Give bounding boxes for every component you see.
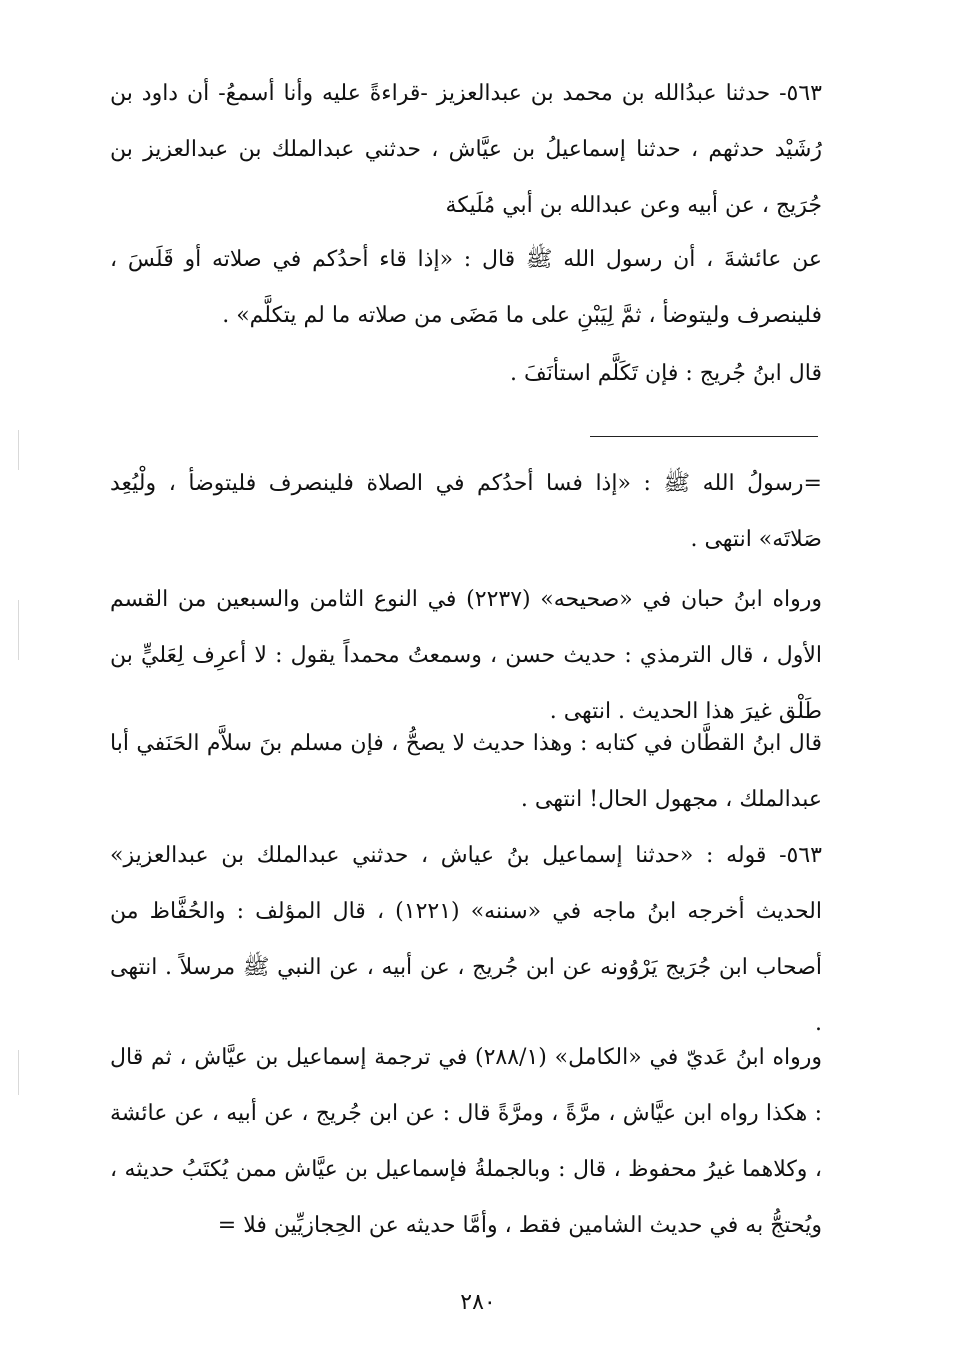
scan-edge-mark <box>18 430 19 470</box>
scan-edge-mark <box>18 1050 19 1095</box>
footnote-paragraph-563: ٥٦٣- قوله : «حدثنا إسماعيل بنُ عياش ، حدثني عبدالملك بن عبدالعزيز» الحديث أخرجه ابنُ ماجه في «سننه» (١٢٢١) ، قال المؤلف : والحُفَّاظ من أصحاب ابن جُرَيج يَرْوُونه عن ابن جُريج ، عن أبيه ، عن النبي ﷺ مرسلاً . انتهى . <box>110 843 822 1036</box>
hadith-isnad-paragraph: ٥٦٣- حدثنا عبدُالله بن محمد بن عبدالعزيز -قراءةً عليه وأنا أسمعُ- أن داود بن رُشَيْد حدثهم ، حدثنا إسماعيلُ بن عيَّاش ، حدثني عبدالملك بن عبدالعزيز بن جُرَيج ، عن أبيه وعن عبدالله بن أبي مُلَيكة <box>110 81 822 218</box>
footnote-paragraph-ibn-adi: ورواه ابنُ عَديّ في «الكامل» (٢٨٨/١) في ترجمة إسماعيل بن عيَّاش ، ثم قال : هكذا رواه ابن عيَّاش ، مرَّةً ، ومرَّةً قال : عن ابن جُريج ، عن أبيه ، عن عائشة ، وكلاهما غيرُ محفوظ ، قال : وبالجملةُ فإسماعيل بن عيَّاش ممن يُكتَبُ حديثه ، ويُحتجُّ به في حديث الشامين فقط ، وأمَّا حديثه عن الحِجازيِّين فلا = <box>110 1045 822 1238</box>
footnote-divider <box>590 436 818 437</box>
hadith-matn-paragraph: عن عائشةَ ، أن رسول الله ﷺ قال : «إذا قاء أحدُكم في صلاته أو قَلَسَ ، فلينصرف وليتوضأ ، ثمَّ لِيَبْنِ على ما مَضَى من صلاته ما لم يتكلَّم» . <box>110 247 822 328</box>
footnote-continued: =رسولُ الله ﷺ : «إذا فسا أحدُكم في الصلاة فلينصرف فليتوضأ ، ولْيُعِد صَلاتَه» انتهى . <box>110 471 822 552</box>
scan-edge-mark <box>18 600 19 660</box>
ibn-jurayj-comment: قال ابنُ جُريج : فإن تَكَلَّم استأنَفَ . <box>510 361 822 386</box>
footnote-paragraph-ibn-qattan: قال ابنُ القطَّان في كتابه : وهذا حديث لا يصحُّ ، فإن مسلم بنَ سلاَّم الحَنَفي أبا عبدالملك ، مجهول الحال! انتهى . <box>110 731 822 812</box>
footnote-paragraph-ibn-hibban: ورواه ابنُ حبان في «صحيحه» (٢٢٣٧) في النوع الثامن والسبعين من القسم الأول ، قال الترمذي : حديث حسن ، وسمعتُ محمداً يقول : لا أعرِف لِعَليٍّ بن طَلْق غيرَ هذا الحديث . انتهى . <box>110 587 822 724</box>
page-number: ٢٨٠ <box>460 1290 496 1315</box>
